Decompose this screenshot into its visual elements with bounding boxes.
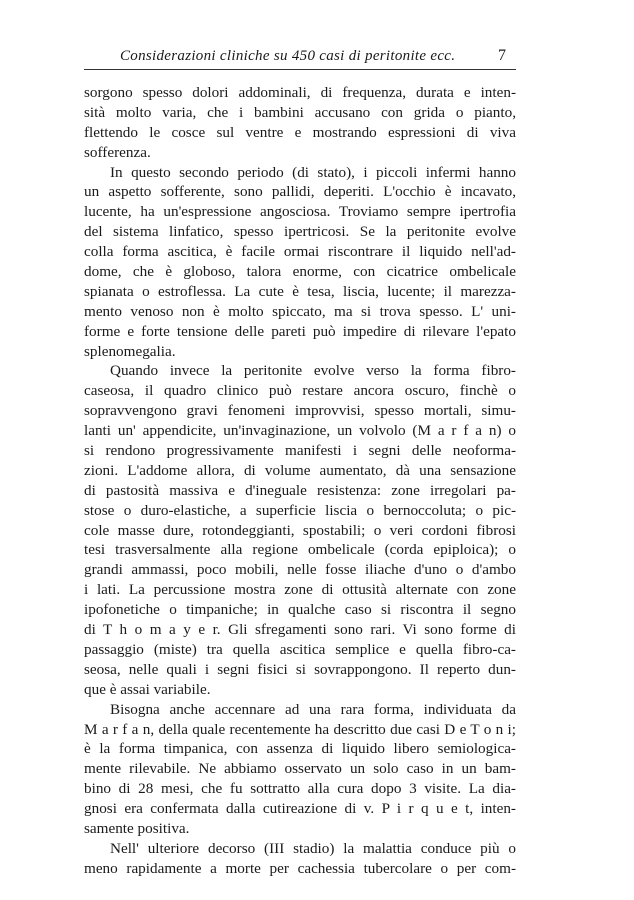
text-line: sorgono spesso dolori addominali, di frequenza, durata e inten- <box>84 84 516 101</box>
text-line: di pastosità massiva e d'ineguale resistenza: zone irregolari pa- <box>84 481 516 499</box>
running-title: Considerazioni cliniche su 450 casi di peritonite ecc. <box>120 48 456 64</box>
text-line: caseosa, il quadro clinico può restare ancora oscuro, finchè o <box>84 382 516 400</box>
text-line: ipofonetiche o timpaniche; in qualche caso si riscontra il segno <box>84 601 516 619</box>
text-line: mente rilevabile. Ne abbiamo osservato un solo caso in un bam- <box>84 760 516 778</box>
text-line: sopravvengono gravi fenomeni improvvisi, spesso mortali, simu- <box>84 402 516 420</box>
text-line: grandi ammassi, poco mobili, nelle fosse iliache d'uno o d'ambo <box>84 561 516 579</box>
text-line: M a r f a n, della quale recentemente ha descritto due casi D e T o n i; <box>84 720 516 738</box>
text-line: colla forma ascitica, è facile ormai riscontrare il liquido nell'ad- <box>84 243 516 261</box>
text-line: seosa, nelle quali i segni fisici si sovrappongono. Il reperto dun- <box>84 660 516 678</box>
text-line: lanti un' appendicite, un'invaginazione, un volvolo (M a r f a n) o <box>84 422 516 440</box>
page-number: 7 <box>498 47 506 64</box>
running-head <box>84 44 516 70</box>
text-line: flettendo le cosce sul ventre e mostrando espressioni di viva <box>84 123 516 141</box>
text-line: un aspetto sofferente, sono pallidi, deperiti. L'occhio è incavato, <box>84 183 516 201</box>
text-line: bino di 28 mesi, che fu sottratto alla cura dopo 3 visite. La dia- <box>84 780 516 798</box>
text-line: lucente, ha un'espressione angosciosa. Troviamo sempre ipertrofia <box>84 203 516 221</box>
text-line: dome, che è globoso, talora enorme, con cicatrice ombelicale <box>84 263 516 281</box>
text-line: mento venoso non è molto spiccato, ma si trova spesso. L' uni- <box>84 302 516 320</box>
text-line: Bisogna anche accennare ad una rara forma, individuata da <box>110 700 516 718</box>
text-line: samente positiva. <box>84 819 190 837</box>
text-line: del sistema linfatico, spesso ipertricosi. Se la peritonite evolve <box>84 223 516 241</box>
text-line: sità molto varia, che i bambini accusano con grida o pianto, <box>84 103 516 121</box>
text-line: meno rapidamente a morte per cachessia tubercolare o per com- <box>84 859 516 877</box>
text-line: In questo secondo periodo (di stato), i piccoli infermi hanno <box>110 163 516 181</box>
text-line: que è assai variabile. <box>84 680 211 698</box>
text-line: è la forma timpanica, con assenza di liquido libero semiologica- <box>84 740 516 758</box>
text-line: zioni. L'addome allora, di volume aumentato, dà una sensazione <box>84 461 516 479</box>
text-line: cole masse dure, rotondeggianti, spostabili; o veri cordoni fibrosi <box>84 521 516 539</box>
text-line: forme e forte tensione delle pareti può impedire di rilevare l'epato <box>84 322 516 340</box>
text-line: i lati. La percussione mostra zone di ottusità alternate con zone <box>84 581 516 599</box>
text-line: splenomegalia. <box>84 342 176 360</box>
header-rule <box>84 69 516 70</box>
text-line: si rendono progressivamente manifesti i segni delle neoforma- <box>84 442 516 460</box>
text-line: di T h o m a y e r. Gli sfregamenti sono rari. Vi sono forme di <box>84 621 516 639</box>
text-line: Quando invece la peritonite evolve verso la forma fibro- <box>110 362 516 380</box>
text-line: spianata o estroflessa. La cute è tesa, liscia, lucente; il marezza- <box>84 282 516 300</box>
text-line: gnosi era confermata dalla cutireazione di v. P i r q u e t, inten- <box>84 800 516 818</box>
body-text <box>84 83 516 879</box>
text-line: Nell' ulteriore decorso (III stadio) la malattia conduce più o <box>110 839 516 857</box>
text-line: sofferenza. <box>84 143 151 161</box>
text-line: passaggio (miste) tra quella ascitica semplice e quella fibro-ca- <box>84 640 516 658</box>
text-line: tesi trasversalmente alla regione ombelicale (corda epiploica); o <box>84 541 516 559</box>
text-line: stose o duro-elastiche, a superficie liscia o bernoccoluta; o pic- <box>84 501 516 519</box>
